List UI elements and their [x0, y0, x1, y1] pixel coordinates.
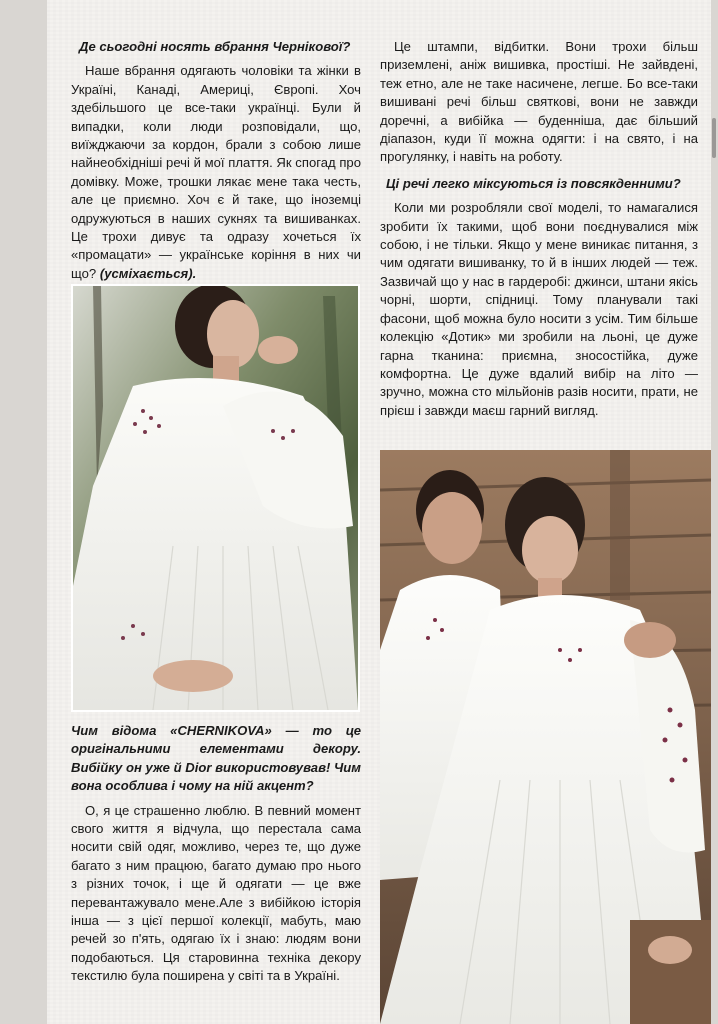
left-column-top — [71, 38, 361, 283]
question-2: Чим відома «CHERNIKOVA» — то це оригінальними елементами декору. Вибійку он уже й Dior використовував! Чим вона особлива і чому на ній акцент? — [71, 723, 361, 794]
answer-2: О, я це страшенно люблю. В певний момент свого життя я відчула, що перестала сама носити свій одяг, можливо, через те, що дуже багато з ним працюю, багато думаю про нього з різних точок, і ще й одягати — це вже перевантажувало мене.Але з вибійкою історія інша — з цієї першої колекції, мабуть, маю речей зо п'ять, одягаю їх і знаю: людям вони подобаються. Ця старовинна техніка декору текстилю була поширена у світі та в Україні. — [71, 802, 361, 984]
photo-couple-illustration — [380, 450, 711, 1024]
answer-1-note: (усміхається). — [99, 265, 197, 281]
answer-1 — [71, 62, 361, 283]
question-1: Де сьогодні носять вбрання Чернікової? — [79, 39, 351, 54]
scrollbar-thumb[interactable] — [712, 118, 716, 158]
photo-couple-white-clothes — [380, 450, 711, 1024]
answer-2-continued: Це штампи, відбитки. Вони трохи більш приземлені, аніж вишивка, простіші. Не зайвдені, теж етно, але не таке насичене, легше. Бо все-таки вишивані речі більш святкові, вони не завжди доречні, а вибійка — буденніша, дає більший діапазон, куди її можна одягти: і на свято, і на прогулянку, і навіть на роботу. — [380, 39, 698, 165]
left-column-bottom — [71, 722, 361, 986]
photo-woman-illustration — [73, 286, 358, 710]
question-3: Ці речі легко міксуються із повсякденними? — [386, 175, 681, 191]
photo-woman-white-dress — [71, 284, 360, 712]
right-column — [380, 38, 698, 420]
answer-3: Коли ми розробляли свої моделі, то намагалися зробити їх такими, щоб вони поєднувалися між собою, і не тільки. Якщо у мене виникає питання, з чим одягати вишиванку, то й в інших людей — теж. Зазвичай що у нас в гардеробі: джинси, штани якісь чорні, шорти, спідниці. Тому планували такі фасони, щоб можна було носити з усім. Тим більше колекцію «Дотик» ми зробили на льоні, це дуже гарна тканина: приємна, зносостійка, дуже комфортна. Це дуже вдалий вибір на літо — зручно, можна сто мільйонів разів носити, прати, не прієш і завжди маєш гарний вигляд. — [380, 200, 698, 418]
answer-1-text: Наше вбрання одягають чоловіки та жінки в Україні, Канаді, Америці, Європі. Хоч здебільшого це все-таки українці. Були й випадки, коли люди розповідали, що, виїжджаючи за кордон, брали з собою лише найнеобхідніші речі й мої плаття. Як спогад про домівку. Може, трошки лякає мене така честь, але це приємно. Хоч є й таке, що іноземці одружуються в наших сукнях та вишиванках. Це трохи дивує та одразу хочеться їх «промацати» — українське коріння в них чи що? — [71, 63, 361, 281]
